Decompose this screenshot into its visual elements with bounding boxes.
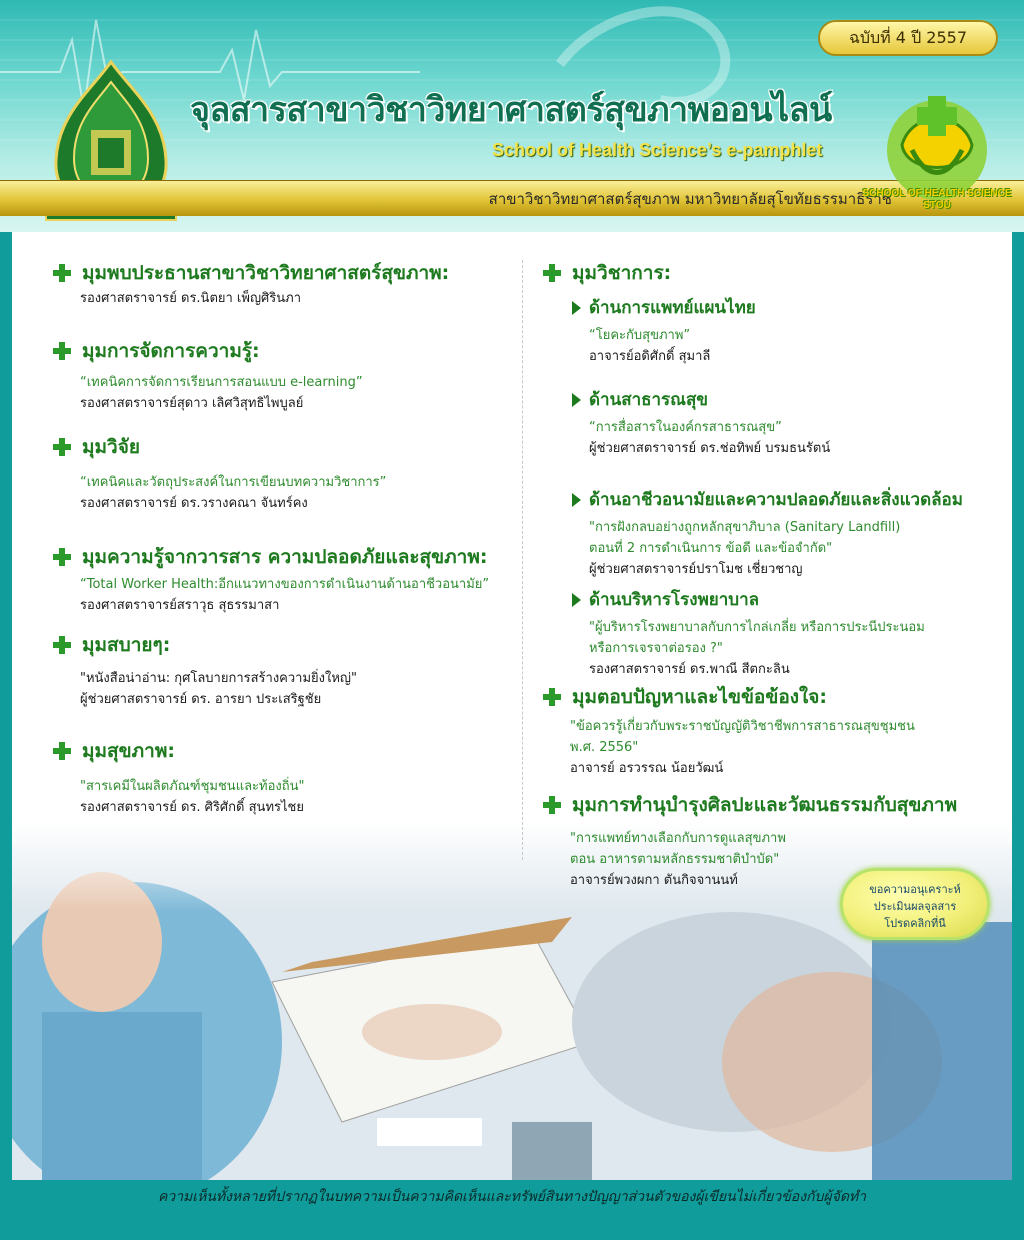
health-science-logo-text: SCHOOL OF HEALTH SCIENCE STOU bbox=[862, 188, 1012, 211]
green-cross-icon bbox=[542, 795, 562, 815]
section-heading[interactable] bbox=[52, 258, 449, 288]
section-topic[interactable]: "การแพทย์ทางเลือกกับการดูแลสุขภาพ bbox=[570, 831, 786, 846]
subsection-author: รองศาสตราจารย์ ดร.พาณี สีตกะลิน bbox=[589, 662, 790, 677]
subsection-author: ผู้ช่วยศาสตราจารย์ปราโมช เชี่ยวชาญ bbox=[589, 562, 803, 577]
triangle-bullet-icon bbox=[572, 393, 581, 407]
section-academic-corner[interactable] bbox=[542, 258, 671, 288]
subsection-topic[interactable]: “โยคะกับสุขภาพ” bbox=[589, 328, 691, 343]
newsletter-subtitle-en: School of Health Science’s e-pamphlet bbox=[492, 140, 823, 160]
triangle-bullet-icon bbox=[572, 593, 581, 607]
section-title[interactable]: มุมวิชาการ: bbox=[572, 262, 672, 284]
subsection-occupational-health[interactable] bbox=[572, 486, 963, 580]
green-cross-icon bbox=[52, 341, 72, 361]
section-topic-continued[interactable]: ตอน อาหารตามหลักธรรมชาติบำบัด" bbox=[570, 852, 780, 867]
subsection-topic-continued[interactable]: หรือการเจรจาต่อรอง ?" bbox=[589, 641, 723, 656]
subsection-title[interactable]: ด้านบริหารโรงพยาบาล bbox=[589, 590, 760, 610]
green-cross-icon bbox=[542, 263, 562, 283]
section-topic[interactable]: “เทคนิคการจัดการเรียนการสอนแบบ e-learning” bbox=[80, 375, 363, 390]
section-title[interactable]: มุมวิจัย bbox=[82, 436, 140, 458]
masthead bbox=[0, 0, 1024, 232]
column-divider bbox=[522, 260, 523, 860]
section-journal-safety-health[interactable] bbox=[52, 542, 489, 616]
section-heading[interactable] bbox=[542, 682, 915, 712]
subsection-topic[interactable]: “การสื่อสารในองค์กรสาธารณสุข” bbox=[589, 420, 782, 435]
subsection-heading[interactable] bbox=[572, 486, 963, 513]
section-title[interactable]: มุมสบายๆ: bbox=[82, 634, 171, 656]
section-author: รองศาสตราจารย์ ดร. ศิริศักดิ์ สุนทรไชย bbox=[80, 800, 304, 815]
subsection-hospital-administration[interactable] bbox=[572, 586, 925, 680]
subsection-topic-continued[interactable]: ตอนที่ 2 การดำเนินการ ข้อดี และข้อจำกัด" bbox=[589, 541, 833, 556]
section-qa-corner[interactable] bbox=[542, 682, 915, 779]
section-author: รองศาสตราจารย์ ดร.วรางคณา จันทร์คง bbox=[80, 496, 308, 511]
section-author: อาจารย์ อรวรรณ น้อยวัฒน์ bbox=[570, 761, 724, 776]
section-heading[interactable] bbox=[542, 258, 671, 288]
section-heading[interactable] bbox=[542, 790, 957, 820]
section-title[interactable]: มุมความรู้จากวารสาร ความปลอดภัยและสุขภาพ: bbox=[82, 546, 488, 568]
section-title[interactable]: มุมสุขภาพ: bbox=[82, 740, 175, 762]
subsection-heading[interactable] bbox=[572, 586, 925, 613]
evaluation-button-line2: ประเมินผลจุลสาร bbox=[873, 900, 957, 913]
section-author: ผู้ช่วยศาสตราจารย์ ดร. อารยา ประเสริฐชัย bbox=[80, 692, 322, 707]
disclaimer-footer: ความเห็นทั้งหลายที่ปรากฏในบทความเป็นความคิดเห็นและทรัพย์สินทางปัญญาส่วนตัวของผู้เขียนไม่เกี่ยวข้องกับผู้จัดทำ bbox=[157, 1189, 867, 1205]
section-topic[interactable]: “เทคนิคและวัตถุประสงค์ในการเขียนบทความวิชาการ” bbox=[80, 475, 387, 490]
section-health-corner[interactable] bbox=[52, 736, 304, 818]
green-cross-icon bbox=[52, 437, 72, 457]
subsection-title[interactable]: ด้านสาธารณสุข bbox=[589, 390, 708, 410]
section-author: รองศาสตราจารย์สราวุธ สุธรรมาสา bbox=[80, 598, 280, 613]
section-heading[interactable] bbox=[52, 630, 357, 660]
university-name: สาขาวิชาวิทยาศาสตร์สุขภาพ มหาวิทยาลัยสุโขทัยธรรมาธิราช bbox=[488, 190, 892, 208]
section-research[interactable] bbox=[52, 432, 386, 514]
section-author: รองศาสตราจารย์ ดร.นิตยา เพ็ญศิรินภา bbox=[80, 291, 302, 306]
section-title[interactable]: มุมการจัดการความรู้: bbox=[82, 340, 260, 362]
subsection-public-health[interactable] bbox=[572, 386, 830, 459]
green-cross-icon bbox=[52, 547, 72, 567]
green-cross-icon bbox=[52, 263, 72, 283]
section-heading[interactable] bbox=[52, 736, 304, 766]
subsection-topic[interactable]: "ผู้บริหารโรงพยาบาลกับการไกล่เกลี่ย หรือการประนีประนอม bbox=[589, 620, 925, 635]
subsection-heading[interactable] bbox=[572, 386, 830, 413]
section-heading[interactable] bbox=[52, 336, 363, 366]
evaluation-button-line3: โปรดคลิกที่นี bbox=[884, 917, 946, 930]
green-cross-icon bbox=[52, 635, 72, 655]
subsection-topic[interactable]: "การฝังกลบอย่างถูกหลักสุขาภิบาล (Sanitary Landfill) bbox=[589, 520, 901, 535]
section-topic[interactable]: “Total Worker Health:อีกแนวทางของการดำเนินงานด้านอาชีวอนามัย” bbox=[80, 577, 490, 592]
evaluation-button[interactable] bbox=[840, 868, 990, 940]
section-relax-corner[interactable] bbox=[52, 630, 357, 710]
subsection-title[interactable]: ด้านอาชีวอนามัยและความปลอดภัยและสิ่งแวดล้อม bbox=[589, 490, 963, 510]
section-author: อาจารย์พวงผกา ตันกิจจานนท์ bbox=[570, 873, 738, 888]
triangle-bullet-icon bbox=[572, 493, 581, 507]
section-title[interactable]: มุมพบประธานสาขาวิชาวิทยาศาสตร์สุขภาพ: bbox=[82, 262, 450, 284]
section-topic[interactable]: "ข้อควรรู้เกี่ยวกับพระราชบัญญัติวิชาชีพการสาธารณสุขชุมชน bbox=[570, 719, 915, 734]
section-chairman-corner[interactable] bbox=[52, 258, 449, 309]
green-cross-icon bbox=[52, 741, 72, 761]
newsletter-title: จุลสารสาขาวิชาวิทยาศาสตร์สุขภาพออนไลน์ bbox=[190, 90, 832, 130]
green-cross-icon bbox=[542, 687, 562, 707]
content-panel bbox=[12, 232, 1012, 1180]
subsection-thai-traditional-medicine[interactable] bbox=[572, 294, 756, 367]
triangle-bullet-icon bbox=[572, 301, 581, 315]
section-title[interactable]: มุมตอบปัญหาและไขข้อข้องใจ: bbox=[572, 686, 828, 708]
section-author: รองศาสตราจารย์สุดาว เลิศวิสุทธิไพบูลย์ bbox=[80, 396, 304, 411]
section-heading[interactable] bbox=[52, 542, 489, 572]
section-topic-continued[interactable]: พ.ศ. 2556" bbox=[570, 740, 639, 755]
section-knowledge-management[interactable] bbox=[52, 336, 363, 414]
section-topic[interactable]: "หนังสือน่าอ่าน: กุศโลบายการสร้างความยิ่งใหญ่" bbox=[80, 671, 357, 686]
blank-box bbox=[377, 1118, 482, 1146]
issue-badge: ฉบับที่ 4 ปี 2557 bbox=[818, 20, 998, 56]
section-heading[interactable] bbox=[52, 432, 386, 462]
subsection-title[interactable]: ด้านการแพทย์แผนไทย bbox=[589, 298, 756, 318]
subsection-author: อาจารย์อดิศักดิ์ สุมาลี bbox=[589, 349, 711, 364]
subsection-heading[interactable] bbox=[572, 294, 756, 321]
section-topic[interactable]: "สารเคมีในผลิตภัณฑ์ชุมชนและท้องถิ่น" bbox=[80, 779, 305, 794]
section-title[interactable]: มุมการทำนุบำรุงศิลปะและวัฒนธรรมกับสุขภาพ bbox=[572, 794, 958, 816]
evaluation-button-line1: ขอความอนุเคราะห์ bbox=[869, 883, 961, 896]
subsection-author: ผู้ช่วยศาสตราจารย์ ดร.ช่อทิพย์ บรมธนรัตน์ bbox=[589, 441, 831, 456]
